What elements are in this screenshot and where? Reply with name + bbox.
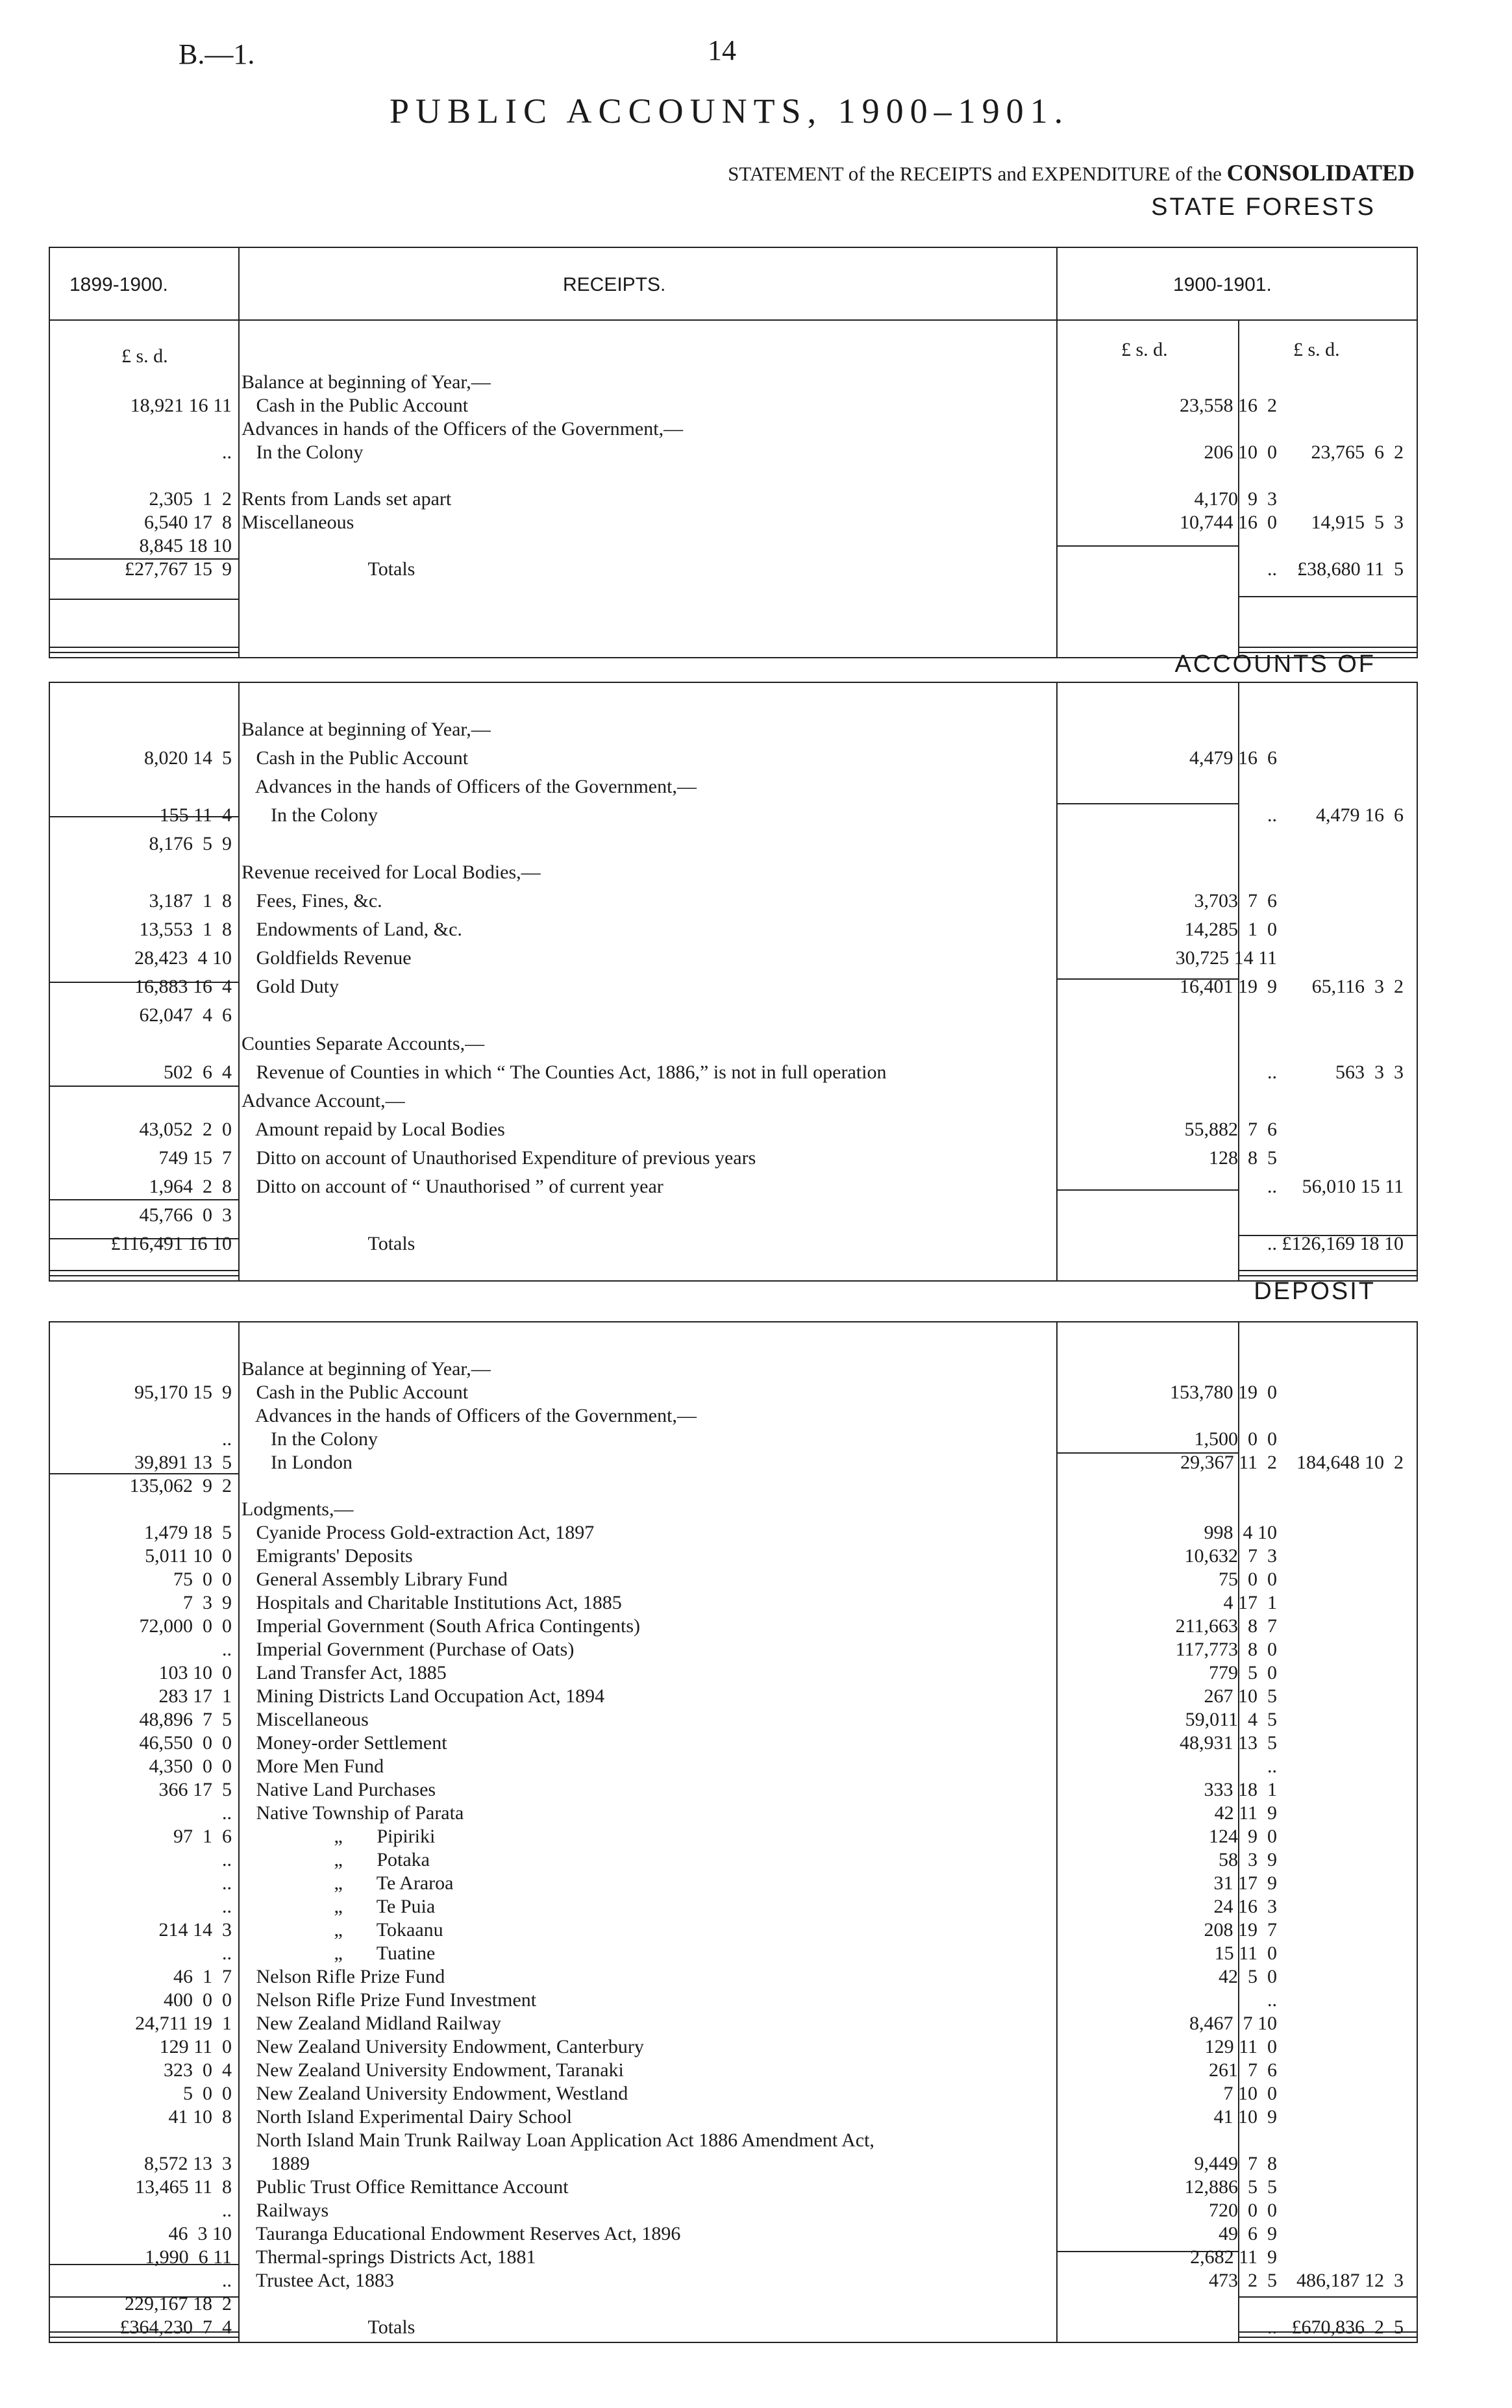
table-row [50, 1090, 1417, 1112]
total-amount: 23,765 6 2 [1311, 441, 1404, 463]
table-row [50, 1452, 1417, 1474]
current-amount: 29,367 11 2 [1180, 1452, 1277, 1473]
prev-year-amount: 8,176 5 9 [149, 833, 232, 854]
prev-year-amount: 45,766 0 3 [139, 1204, 232, 1226]
prev-year-amount: 8,845 18 10 [139, 535, 232, 556]
current-amount: 998 4 10 [1204, 1522, 1277, 1543]
table-row [50, 2176, 1417, 2198]
prev-year-amount: 8,572 13 3 [144, 2153, 232, 2174]
current-amount: 267 10 5 [1204, 1685, 1277, 1707]
header-curr-year: 1900-1901. [1173, 274, 1272, 295]
table-row [50, 804, 1417, 826]
total-amount: £38,680 11 5 [1297, 558, 1404, 580]
table-row [50, 890, 1417, 912]
prev-year-amount: 129 11 0 [159, 2036, 232, 2057]
row-label: In the Colony [242, 804, 378, 826]
prev-year-amount: 43,052 2 0 [139, 1119, 232, 1140]
table-row [50, 1147, 1417, 1169]
prev-year-amount: 214 14 3 [158, 1919, 232, 1941]
prev-year-amount: 62,047 4 6 [139, 1004, 232, 1026]
current-amount: .. [1267, 804, 1277, 826]
table-row [50, 1176, 1417, 1198]
table-row [50, 465, 1417, 487]
prev-year-amount: 155 11 4 [159, 804, 232, 826]
table-row [50, 1872, 1417, 1894]
row-label: Thermal-springs Districts Act, 1881 [242, 2246, 536, 2268]
row-label: New Zealand Midland Railway [242, 2013, 501, 2034]
table-row [50, 947, 1417, 969]
units-total: £ s. d. [1293, 339, 1340, 360]
table-row [50, 1639, 1417, 1661]
current-amount: 24 16 3 [1213, 1896, 1277, 1917]
row-label: North Island Experimental Dairy School [242, 2106, 573, 2128]
current-amount: 473 2 5 [1209, 2270, 1277, 2291]
row-label: Miscellaneous [242, 1709, 369, 1730]
current-amount: 8,467 7 10 [1189, 2013, 1277, 2034]
prev-year-amount: 13,465 11 8 [135, 2176, 232, 2198]
current-amount: 261 7 6 [1209, 2059, 1277, 2081]
prev-year-amount: £27,767 15 9 [125, 558, 232, 580]
row-label: „ Pipiriki [242, 1826, 436, 1847]
page-title: PUBLIC ACCOUNTS, 1900–1901. [390, 92, 1070, 130]
current-amount: 42 5 0 [1219, 1966, 1277, 1987]
row-label: Fees, Fines, &c. [242, 890, 382, 912]
row-label: Advances in the hands of Officers of the Government,— [242, 1405, 697, 1426]
section-title-deposit: DEPOSIT [1254, 1278, 1376, 1305]
prev-year-amount: 103 10 0 [158, 1662, 232, 1683]
prev-year-amount: .. [222, 2270, 232, 2291]
table-row [50, 776, 1417, 798]
prev-year-amount: 95,170 15 9 [134, 1382, 232, 1403]
table-row [50, 1569, 1417, 1591]
current-amount: 58 3 9 [1219, 1849, 1277, 1870]
prev-year-amount: 5,011 10 0 [145, 1545, 232, 1567]
current-amount: 42 11 9 [1214, 1802, 1277, 1824]
units-current: £ s. d. [1121, 339, 1168, 360]
current-amount: 128 8 5 [1209, 1147, 1277, 1169]
row-label: Railways [242, 2200, 329, 2221]
current-amount: 48,931 13 5 [1180, 1732, 1277, 1754]
header-prev-year: 1899-1900. [69, 274, 168, 295]
table-row [50, 919, 1417, 941]
units-prev: £ s. d. [121, 345, 168, 367]
row-label: Nelson Rifle Prize Fund Investment [242, 1989, 537, 2011]
prev-year-amount: .. [222, 1428, 232, 1450]
current-amount: 9,449 7 8 [1194, 2153, 1277, 2174]
table-row [50, 1522, 1417, 1544]
table-row [50, 1709, 1417, 1731]
current-amount: 12,886 5 5 [1184, 2176, 1277, 2198]
prev-year-amount: 323 0 4 [164, 2059, 232, 2081]
table-row [50, 2316, 1417, 2339]
total-amount: 56,010 15 11 [1302, 1176, 1404, 1197]
current-amount: .. [1267, 2316, 1277, 2338]
table-row [50, 1204, 1417, 1226]
row-label: New Zealand University Endowment, Taranaki [242, 2059, 624, 2081]
current-amount: 206 10 0 [1204, 441, 1277, 463]
current-amount: 124 9 0 [1209, 1826, 1277, 1847]
row-label: Nelson Rifle Prize Fund [242, 1966, 445, 1987]
table-row [50, 395, 1417, 417]
total-amount: 486,187 12 3 [1296, 2270, 1404, 2291]
table-row [50, 1966, 1417, 1988]
document-reference: B.—1. [179, 38, 255, 70]
row-label: Native Land Purchases [242, 1779, 436, 1800]
table-row [50, 1061, 1417, 1084]
row-label: Ditto on account of “ Unauthorised ” of current year [242, 1176, 663, 1197]
table-row [50, 2013, 1417, 2035]
prev-year-amount: 8,020 14 5 [144, 747, 232, 769]
table-row [50, 2246, 1417, 2268]
row-label: In the Colony [242, 1428, 378, 1450]
row-label: Imperial Government (Purchase of Oats) [242, 1639, 575, 1660]
row-label: Public Trust Office Remittance Account [242, 2176, 569, 2198]
row-label: „ Potaka [242, 1849, 430, 1870]
table-row [50, 1119, 1417, 1141]
row-label: Endowments of Land, &c. [242, 919, 462, 940]
row-label: Mining Districts Land Occupation Act, 1894 [242, 1685, 605, 1707]
prev-year-amount: £116,491 16 10 [110, 1233, 232, 1254]
prev-year-amount: .. [222, 1872, 232, 1894]
current-amount: 10,744 16 0 [1180, 512, 1277, 533]
row-label: Land Transfer Act, 1885 [242, 1662, 447, 1683]
row-label: Lodgments,— [242, 1498, 354, 1520]
table-row [50, 558, 1417, 580]
prev-year-amount: 24,711 19 1 [135, 2013, 232, 2034]
accounts-table [49, 682, 1418, 1282]
current-amount: 41 10 9 [1213, 2106, 1277, 2128]
prev-year-amount: 6,540 17 8 [144, 512, 232, 533]
table-row [50, 1756, 1417, 1778]
current-amount: 3,703 7 6 [1194, 890, 1277, 912]
table-row [50, 719, 1417, 741]
table-row [50, 1475, 1417, 1497]
row-label: Ditto on account of Unauthorised Expenditure of previous years [242, 1147, 756, 1169]
table-row [50, 833, 1417, 855]
row-label: Counties Separate Accounts,— [242, 1033, 485, 1054]
row-label: Cyanide Process Gold-extraction Act, 1897 [242, 1522, 595, 1543]
row-label: In the Colony [242, 441, 364, 463]
row-label: Native Township of Parata [242, 1802, 464, 1824]
current-amount: 117,773 8 0 [1175, 1639, 1277, 1660]
current-amount: 211,663 8 7 [1175, 1615, 1277, 1637]
row-label: Cash in the Public Account [242, 1382, 469, 1403]
table-row [50, 976, 1417, 998]
row-label: Totals [242, 558, 415, 580]
prev-year-amount: 72,000 0 0 [139, 1615, 232, 1637]
prev-year-amount: 4,350 0 0 [149, 1756, 232, 1777]
table-row [50, 2106, 1417, 2128]
prev-year-amount: 2,305 1 2 [149, 488, 232, 510]
statement-bold: CONSOLIDATED [1226, 160, 1415, 186]
current-amount: 779 5 0 [1209, 1662, 1277, 1683]
table-row [50, 1943, 1417, 1965]
prev-year-amount: .. [222, 1849, 232, 1870]
current-amount: 208 19 7 [1204, 1919, 1277, 1941]
row-label: Gold Duty [242, 976, 339, 997]
row-label: Revenue received for Local Bodies,— [242, 862, 541, 883]
prev-year-amount: 502 6 4 [164, 1061, 232, 1083]
table-row [50, 1779, 1417, 1801]
row-label: More Men Fund [242, 1756, 384, 1777]
current-amount: 153,780 19 0 [1170, 1382, 1277, 1403]
row-label: 1889 [242, 2153, 310, 2174]
prev-year-amount: 39,891 13 5 [134, 1452, 232, 1473]
current-amount: .. [1267, 1061, 1277, 1083]
deposit-table [49, 1321, 1418, 2343]
current-amount: .. [1267, 558, 1277, 580]
page-number: 14 [708, 34, 736, 66]
table-row [50, 441, 1417, 464]
current-amount: .. [1267, 1989, 1277, 2011]
row-label: Balance at beginning of Year,— [242, 1358, 491, 1380]
row-label: Cash in the Public Account [242, 395, 469, 416]
prev-year-amount: 97 1 6 [173, 1826, 232, 1847]
statement-prefix: STATEMENT of the RECEIPTS and EXPENDITURE of the [728, 162, 1227, 185]
row-label: Miscellaneous [242, 512, 354, 533]
row-label: Advances in hands of the Officers of the Government,— [242, 418, 684, 440]
current-amount: 16,401 19 9 [1180, 976, 1277, 997]
table-row [50, 1802, 1417, 1824]
table-row [50, 535, 1417, 557]
total-amount: 563 3 3 [1335, 1061, 1404, 1083]
row-label: North Island Main Trunk Railway Loan Application Act 1886 Amendment Act, [242, 2129, 874, 2151]
table-row [50, 488, 1417, 510]
total-amount: 14,915 5 3 [1311, 512, 1404, 533]
prev-year-amount: 135,062 9 2 [129, 1475, 232, 1496]
table-row [50, 418, 1417, 440]
row-label: Emigrants' Deposits [242, 1545, 413, 1567]
current-amount: 720 0 0 [1209, 2200, 1277, 2221]
table-row [50, 1989, 1417, 2011]
table-row [50, 1615, 1417, 1637]
table-row [50, 1428, 1417, 1450]
table-row [50, 2200, 1417, 2222]
current-amount: 31 17 9 [1213, 1872, 1277, 1894]
prev-year-amount: 41 10 8 [168, 2106, 232, 2128]
current-amount: 23,558 16 2 [1180, 395, 1277, 416]
current-amount: 333 18 1 [1204, 1779, 1277, 1800]
current-amount: 10,632 7 3 [1184, 1545, 1277, 1567]
row-label: Advance Account,— [242, 1090, 405, 1111]
table-row [50, 2153, 1417, 2175]
current-amount: 7 10 0 [1223, 2083, 1277, 2104]
table-row [50, 371, 1417, 393]
row-label: General Assembly Library Fund [242, 1569, 508, 1590]
total-amount: £670,836 2 5 [1291, 2316, 1404, 2338]
row-label: New Zealand University Endowment, Westland [242, 2083, 628, 2104]
prev-year-amount: .. [222, 1639, 232, 1660]
row-label: In London [242, 1452, 353, 1473]
row-label: Trustee Act, 1883 [242, 2270, 395, 2291]
table-row [50, 1004, 1417, 1026]
prev-year-amount: 283 17 1 [158, 1685, 232, 1707]
row-label: Cash in the Public Account [242, 747, 469, 769]
current-amount: 49 6 9 [1219, 2223, 1277, 2244]
table-row [50, 1826, 1417, 1848]
section-title-accounts-of: ACCOUNTS OF [1174, 651, 1376, 678]
row-label: Hospitals and Charitable Institutions Act, 1885 [242, 1592, 622, 1613]
row-label: Balance at beginning of Year,— [242, 371, 491, 393]
table-row [50, 1896, 1417, 1918]
prev-year-amount: .. [222, 2200, 232, 2221]
row-label: Imperial Government (South Africa Contingents) [242, 1615, 641, 1637]
current-amount: 15 11 0 [1214, 1943, 1277, 1964]
table-row [50, 1685, 1417, 1707]
row-label: „ Tuatine [242, 1943, 436, 1964]
total-amount: £126,169 18 10 [1282, 1233, 1404, 1254]
prev-year-amount: 48,896 7 5 [139, 1709, 232, 1730]
row-label: „ Te Puia [242, 1896, 436, 1917]
row-label: Rents from Lands set apart [242, 488, 452, 510]
prev-year-amount: 229,167 18 2 [125, 2293, 232, 2315]
total-amount: 184,648 10 2 [1296, 1452, 1404, 1473]
table-row [50, 512, 1417, 534]
statement-heading [728, 159, 1415, 186]
table-row [50, 2059, 1417, 2081]
prev-year-amount: 28,423 4 10 [134, 947, 232, 969]
table-row [50, 1358, 1417, 1380]
row-label: Goldfields Revenue [242, 947, 412, 969]
row-label: New Zealand University Endowment, Canterbury [242, 2036, 644, 2057]
prev-year-amount: 75 0 0 [173, 1569, 232, 1590]
prev-year-amount: 18,921 16 11 [130, 395, 232, 416]
table-row [50, 1849, 1417, 1871]
current-amount: 4,170 9 3 [1194, 488, 1277, 510]
prev-year-amount: .. [222, 1943, 232, 1964]
prev-year-amount: 3,187 1 8 [149, 890, 232, 912]
current-amount: 129 11 0 [1204, 2036, 1277, 2057]
current-amount: 2,682 11 9 [1190, 2246, 1277, 2268]
table-row [50, 862, 1417, 884]
state-forests-table [49, 247, 1418, 658]
prev-year-amount: .. [222, 1802, 232, 1824]
header-receipts: RECEIPTS. [563, 274, 666, 295]
row-label: Money-order Settlement [242, 1732, 447, 1754]
table-row [50, 747, 1417, 769]
table-row [50, 2036, 1417, 2058]
prev-year-amount: 749 15 7 [158, 1147, 232, 1169]
table-row [50, 1545, 1417, 1567]
row-label: Tauranga Educational Endowment Reserves Act, 1896 [242, 2223, 681, 2244]
prev-year-amount: 1,964 2 8 [149, 1176, 232, 1197]
table-row [50, 1919, 1417, 1941]
table-row [50, 1662, 1417, 1684]
row-label: Amount repaid by Local Bodies [242, 1119, 505, 1140]
section-title-state-forests: STATE FORESTS [1151, 193, 1376, 221]
current-amount: .. [1267, 1756, 1277, 1777]
table-row [50, 2293, 1417, 2315]
current-amount: 59,011 4 5 [1185, 1709, 1277, 1730]
table-row [50, 2223, 1417, 2245]
table-row [50, 1592, 1417, 1614]
table-row [50, 2083, 1417, 2105]
prev-year-amount: 1,990 6 11 [145, 2246, 232, 2268]
prev-year-amount: 46 1 7 [173, 1966, 232, 1987]
table-row [50, 1498, 1417, 1521]
prev-year-amount: 46 3 10 [168, 2223, 232, 2244]
current-amount: 4 17 1 [1223, 1592, 1277, 1613]
row-label: Totals [242, 1233, 415, 1254]
prev-year-amount: 7 3 9 [183, 1592, 232, 1613]
current-amount: 4,479 16 6 [1189, 747, 1277, 769]
current-amount: .. [1267, 1176, 1277, 1197]
prev-year-amount: .. [222, 441, 232, 463]
table-row [50, 2270, 1417, 2292]
prev-year-amount: .. [222, 1896, 232, 1917]
current-amount: 1,500 0 0 [1194, 1428, 1277, 1450]
prev-year-amount: 13,553 1 8 [139, 919, 232, 940]
current-amount: 14,285 1 0 [1184, 919, 1277, 940]
table-row [50, 2129, 1417, 2152]
row-label: Revenue of Counties in which “ The Counties Act, 1886,” is not in full operation [242, 1061, 887, 1083]
row-label: Advances in the hands of Officers of the Government,— [242, 776, 697, 797]
row-label: „ Te Araroa [242, 1872, 454, 1894]
prev-year-amount: £364,230 7 4 [119, 2316, 232, 2338]
table-row [50, 1033, 1417, 1055]
prev-year-amount: 400 0 0 [164, 1989, 232, 2011]
row-label: „ Tokaanu [242, 1919, 443, 1941]
prev-year-amount: 46,550 0 0 [139, 1732, 232, 1754]
row-label: Balance at beginning of Year,— [242, 719, 491, 740]
current-amount: .. [1267, 1233, 1277, 1254]
row-label: Totals [242, 2316, 415, 2338]
table-row [50, 1233, 1417, 1255]
current-amount: 30,725 14 11 [1175, 947, 1277, 969]
total-amount: 4,479 16 6 [1316, 804, 1404, 826]
prev-year-amount: 5 0 0 [183, 2083, 232, 2104]
current-amount: 75 0 0 [1219, 1569, 1277, 1590]
prev-year-amount: 366 17 5 [158, 1779, 232, 1800]
table-row [50, 1405, 1417, 1427]
total-amount: 65,116 3 2 [1311, 976, 1404, 997]
prev-year-amount: 16,883 16 4 [134, 976, 232, 997]
table-row [50, 1382, 1417, 1404]
table-row [50, 1732, 1417, 1754]
prev-year-amount: 1,479 18 5 [144, 1522, 232, 1543]
current-amount: 55,882 7 6 [1184, 1119, 1277, 1140]
